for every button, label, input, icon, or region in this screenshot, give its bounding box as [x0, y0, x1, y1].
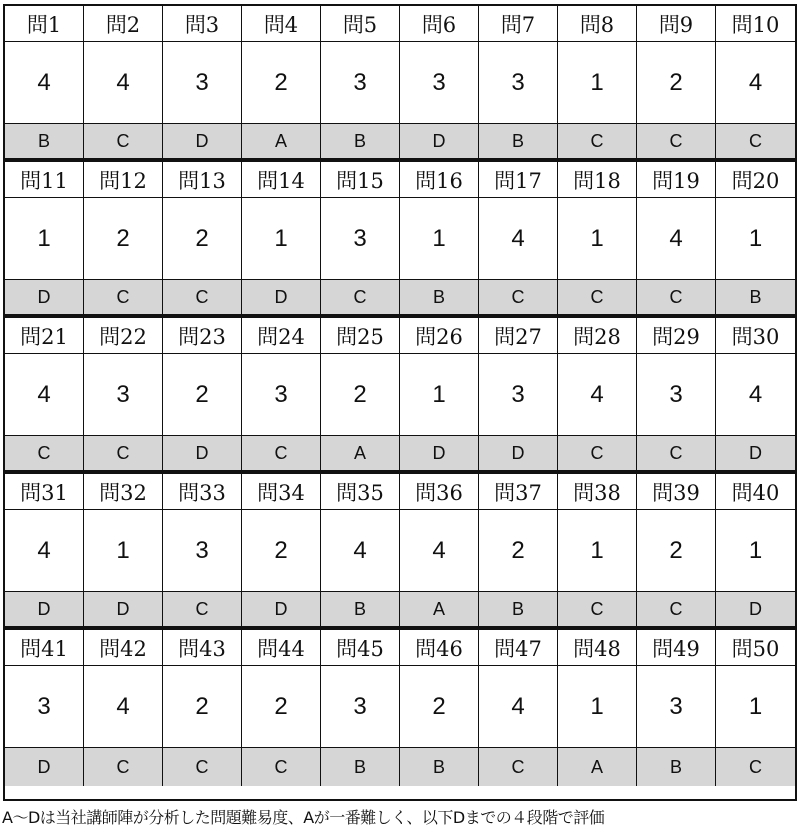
question-label: 問13: [163, 162, 242, 198]
answer-value: 1: [242, 198, 321, 280]
difficulty-grade: B: [321, 748, 400, 786]
answer-value: 4: [637, 198, 716, 280]
question-label: 問45: [321, 630, 400, 666]
difficulty-grade: B: [637, 748, 716, 786]
answer-value: 3: [321, 666, 400, 748]
answer-value: 2: [242, 42, 321, 124]
answer-value: 4: [716, 42, 795, 124]
question-label: 問19: [637, 162, 716, 198]
difficulty-grade: D: [716, 592, 795, 630]
difficulty-grade: C: [716, 124, 795, 162]
answer-value: 4: [5, 42, 84, 124]
question-label: 問23: [163, 318, 242, 354]
answer-value: 3: [479, 42, 558, 124]
question-label: 問31: [5, 474, 84, 510]
question-label: 問24: [242, 318, 321, 354]
question-label: 問7: [479, 6, 558, 42]
answer-value: 1: [716, 666, 795, 748]
difficulty-grade: A: [400, 592, 479, 630]
difficulty-grade: C: [637, 592, 716, 630]
question-label: 問39: [637, 474, 716, 510]
answer-value: 2: [242, 510, 321, 592]
question-label: 問26: [400, 318, 479, 354]
difficulty-grade: B: [321, 124, 400, 162]
difficulty-grade: C: [479, 748, 558, 786]
difficulty-grade: B: [400, 748, 479, 786]
answer-value: 2: [163, 198, 242, 280]
question-label: 問32: [84, 474, 163, 510]
difficulty-grade: C: [5, 436, 84, 474]
answer-value: 4: [558, 354, 637, 436]
question-label: 問40: [716, 474, 795, 510]
question-label: 問16: [400, 162, 479, 198]
question-label: 問35: [321, 474, 400, 510]
question-label: 問46: [400, 630, 479, 666]
question-label: 問14: [242, 162, 321, 198]
answer-value: 3: [242, 354, 321, 436]
difficulty-grade: A: [558, 748, 637, 786]
question-label: 問10: [716, 6, 795, 42]
difficulty-grade: D: [479, 436, 558, 474]
answer-value: 3: [321, 198, 400, 280]
answer-value: 1: [400, 198, 479, 280]
answer-value: 1: [84, 510, 163, 592]
answer-value: 4: [479, 198, 558, 280]
question-label: 問27: [479, 318, 558, 354]
difficulty-grade: C: [558, 124, 637, 162]
answer-value: 3: [400, 42, 479, 124]
answer-value: 3: [479, 354, 558, 436]
answer-value: 2: [637, 510, 716, 592]
question-label: 問38: [558, 474, 637, 510]
answer-value: 1: [716, 510, 795, 592]
answer-value: 3: [5, 666, 84, 748]
question-label: 問41: [5, 630, 84, 666]
answer-value: 2: [84, 198, 163, 280]
difficulty-grade: C: [558, 280, 637, 318]
difficulty-grade: C: [637, 124, 716, 162]
answer-value: 3: [163, 510, 242, 592]
answer-value: 3: [637, 354, 716, 436]
answer-value: 2: [400, 666, 479, 748]
answer-value: 1: [400, 354, 479, 436]
difficulty-grade: B: [479, 124, 558, 162]
question-label: 問9: [637, 6, 716, 42]
question-label: 問37: [479, 474, 558, 510]
answer-value: 4: [321, 510, 400, 592]
answer-value: 1: [558, 666, 637, 748]
question-label: 問36: [400, 474, 479, 510]
question-label: 問18: [558, 162, 637, 198]
difficulty-grade: C: [163, 748, 242, 786]
answer-value: 3: [637, 666, 716, 748]
difficulty-grade: D: [84, 592, 163, 630]
difficulty-grade: D: [242, 592, 321, 630]
answer-value: 4: [479, 666, 558, 748]
answer-value: 3: [163, 42, 242, 124]
difficulty-grade: D: [5, 748, 84, 786]
question-label: 問12: [84, 162, 163, 198]
answer-key-table: [3, 4, 797, 801]
answer-value: 2: [637, 42, 716, 124]
question-label: 問48: [558, 630, 637, 666]
difficulty-grade: B: [321, 592, 400, 630]
question-label: 問1: [5, 6, 84, 42]
answer-value: 3: [84, 354, 163, 436]
question-label: 問50: [716, 630, 795, 666]
question-label: 問28: [558, 318, 637, 354]
answer-value: 3: [321, 42, 400, 124]
question-label: 問15: [321, 162, 400, 198]
answer-value: 2: [163, 354, 242, 436]
question-label: 問42: [84, 630, 163, 666]
difficulty-grade: C: [637, 280, 716, 318]
question-label: 問30: [716, 318, 795, 354]
answer-value: 4: [84, 666, 163, 748]
question-label: 問20: [716, 162, 795, 198]
difficulty-grade: C: [321, 280, 400, 318]
difficulty-grade: C: [242, 748, 321, 786]
answer-value: 1: [558, 510, 637, 592]
difficulty-grade: C: [163, 592, 242, 630]
answer-value: 4: [400, 510, 479, 592]
question-label: 問43: [163, 630, 242, 666]
difficulty-grade: D: [163, 124, 242, 162]
question-label: 問29: [637, 318, 716, 354]
difficulty-grade: C: [637, 436, 716, 474]
answer-value: 1: [558, 42, 637, 124]
answer-value: 4: [716, 354, 795, 436]
question-label: 問5: [321, 6, 400, 42]
question-label: 問17: [479, 162, 558, 198]
answer-value: 2: [242, 666, 321, 748]
answer-value: 1: [5, 198, 84, 280]
answer-value: 1: [716, 198, 795, 280]
difficulty-grade: D: [5, 592, 84, 630]
difficulty-grade: D: [5, 280, 84, 318]
answer-value: 1: [558, 198, 637, 280]
difficulty-grade: B: [5, 124, 84, 162]
difficulty-grade: C: [558, 436, 637, 474]
answer-value: 4: [84, 42, 163, 124]
difficulty-legend-caption: A～Dは当社講師陣が分析した問題難易度、Aが一番難しく、以下Dまでの４段階で評価: [2, 808, 605, 827]
question-label: 問44: [242, 630, 321, 666]
question-label: 問25: [321, 318, 400, 354]
difficulty-grade: C: [84, 436, 163, 474]
question-label: 問2: [84, 6, 163, 42]
difficulty-grade: C: [84, 280, 163, 318]
answer-value: 4: [5, 354, 84, 436]
question-label: 問6: [400, 6, 479, 42]
difficulty-grade: A: [321, 436, 400, 474]
difficulty-grade: A: [242, 124, 321, 162]
difficulty-grade: D: [242, 280, 321, 318]
answer-value: 2: [479, 510, 558, 592]
question-label: 問8: [558, 6, 637, 42]
question-label: 問3: [163, 6, 242, 42]
question-label: 問4: [242, 6, 321, 42]
answer-value: 4: [5, 510, 84, 592]
question-label: 問47: [479, 630, 558, 666]
difficulty-grade: D: [400, 124, 479, 162]
answer-value: 2: [321, 354, 400, 436]
question-label: 問49: [637, 630, 716, 666]
difficulty-grade: C: [479, 280, 558, 318]
difficulty-grade: D: [400, 436, 479, 474]
question-label: 問34: [242, 474, 321, 510]
question-label: 問21: [5, 318, 84, 354]
difficulty-grade: B: [400, 280, 479, 318]
difficulty-grade: C: [242, 436, 321, 474]
difficulty-grade: B: [479, 592, 558, 630]
difficulty-grade: C: [84, 124, 163, 162]
difficulty-grade: B: [716, 280, 795, 318]
difficulty-grade: C: [558, 592, 637, 630]
answer-value: 2: [163, 666, 242, 748]
question-label: 問22: [84, 318, 163, 354]
difficulty-grade: D: [163, 436, 242, 474]
difficulty-grade: C: [716, 748, 795, 786]
question-label: 問33: [163, 474, 242, 510]
difficulty-grade: C: [84, 748, 163, 786]
question-label: 問11: [5, 162, 84, 198]
difficulty-grade: C: [163, 280, 242, 318]
difficulty-grade: D: [716, 436, 795, 474]
